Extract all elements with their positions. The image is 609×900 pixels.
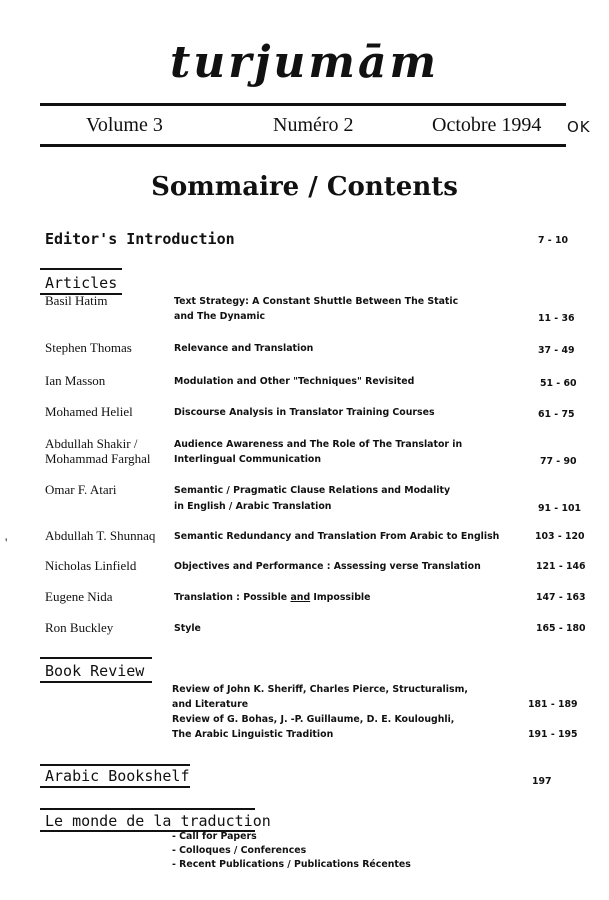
article-title: Objectives and Performance : Assessing verse Translation xyxy=(174,561,481,572)
article-author: Basil Hatim xyxy=(45,293,108,308)
article-title-part2: Impossible xyxy=(313,592,371,603)
articles-heading: Articles xyxy=(45,274,118,292)
article-title xyxy=(174,590,371,605)
article-pages: 61 - 75 xyxy=(538,409,575,420)
article-title: Semantic / Pragmatic Clause Relations and Modality xyxy=(174,485,451,496)
article-author: Mohamed Heliel xyxy=(45,404,133,419)
article-author: Omar F. Atari xyxy=(45,482,117,497)
article-author: Stephen Thomas xyxy=(45,340,132,355)
article-author: Nicholas Linfield xyxy=(45,558,137,573)
page-title: Sommaire / Contents xyxy=(151,172,458,202)
article-title-line2: and The Dynamic xyxy=(174,311,266,322)
article-title: Audience Awareness and The Role of The Translator in xyxy=(174,439,463,450)
book-review-rule-top xyxy=(40,657,152,659)
handwritten-note: OK xyxy=(567,118,591,136)
issue-date: Octobre 1994 xyxy=(432,114,542,136)
editor-intro-label: Editor's Introduction xyxy=(45,230,235,248)
article-pages: 121 - 146 xyxy=(536,561,586,572)
article-title: Style xyxy=(174,623,201,634)
article-title-line2: in English / Arabic Translation xyxy=(174,501,332,512)
journal-title: turjumām xyxy=(169,37,440,88)
article-author: Ian Masson xyxy=(45,373,106,388)
editor-intro-pages: 7 - 10 xyxy=(538,235,568,246)
book-review-rule-bottom xyxy=(40,681,152,683)
monde-item: - Recent Publications / Publications Récentes xyxy=(172,859,411,870)
stray-mark: ' xyxy=(5,535,8,550)
article-title: Relevance and Translation xyxy=(174,343,314,354)
article-author: Abdullah Shakir / xyxy=(45,436,138,451)
article-pages: 51 - 60 xyxy=(540,378,577,389)
article-pages: 165 - 180 xyxy=(536,623,586,634)
article-pages: 91 - 101 xyxy=(538,503,582,514)
bookshelf-pages: 197 xyxy=(532,776,552,787)
review-line-2: The Arabic Linguistic Tradition xyxy=(172,729,334,740)
monde-heading: Le monde de la traduction xyxy=(45,812,271,830)
bookshelf-rule-bottom xyxy=(40,786,190,788)
article-title: Discourse Analysis in Translator Training Courses xyxy=(174,407,435,418)
bookshelf-heading: Arabic Bookshelf xyxy=(45,767,190,785)
article-pages: 147 - 163 xyxy=(536,592,586,603)
article-pages: 77 - 90 xyxy=(540,456,577,467)
article-title-line2: Interlingual Communication xyxy=(174,454,322,465)
article-author: Abdullah T. Shunnaq xyxy=(45,528,156,543)
article-pages: 11 - 36 xyxy=(538,313,575,324)
article-title-and: and xyxy=(290,592,311,603)
article-title: Semantic Redundancy and Translation From Arabic to English xyxy=(174,531,500,542)
review-pages: 191 - 195 xyxy=(528,729,578,740)
review-pages: 181 - 189 xyxy=(528,699,578,710)
article-author: Ron Buckley xyxy=(45,620,114,635)
articles-rule-top xyxy=(40,268,122,270)
article-title-part1: Translation : Possible xyxy=(174,592,288,603)
article-title: Text Strategy: A Constant Shuttle Between The Static xyxy=(174,296,459,307)
article-title: Modulation and Other "Techniques" Revisited xyxy=(174,376,415,387)
book-review-heading: Book Review xyxy=(45,662,145,680)
review-line: Review of John K. Sheriff, Charles Pierce, Structuralism, xyxy=(172,684,468,695)
issue-number: Numéro 2 xyxy=(273,114,354,136)
monde-item: - Colloques / Conferences xyxy=(172,845,307,856)
review-line-2: and Literature xyxy=(172,699,249,710)
bookshelf-rule-top xyxy=(40,764,190,766)
review-line: Review of G. Bohas, J. -P. Guillaume, D. E. Kouloughli, xyxy=(172,714,455,725)
masthead-rule-top xyxy=(40,103,566,106)
article-pages: 103 - 120 xyxy=(535,531,585,542)
monde-rule-top xyxy=(40,808,255,810)
masthead-rule-bottom xyxy=(40,144,566,147)
article-author: Eugene Nida xyxy=(45,589,113,604)
article-pages: 37 - 49 xyxy=(538,345,575,356)
article-author-line2: Mohammad Farghal xyxy=(45,451,151,466)
monde-item: - Call for Papers xyxy=(172,831,257,842)
volume-label: Volume 3 xyxy=(86,114,163,136)
